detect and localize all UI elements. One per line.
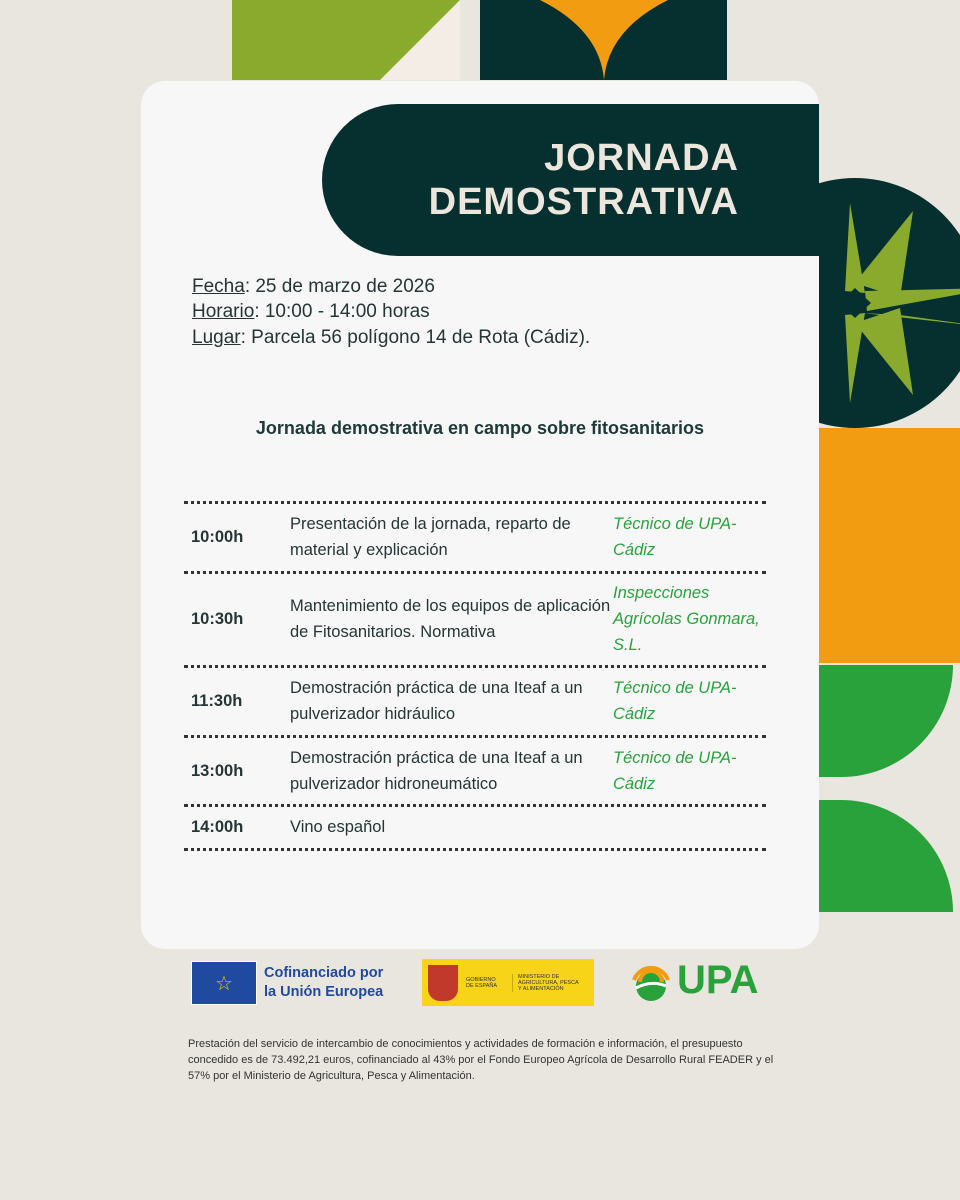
info-label: Fecha [192,276,245,297]
divider [184,848,766,851]
description: Demostración práctica de una Iteaf a un pulverizador hidráulico [290,679,583,723]
info-value: : Parcela 56 polígono 14 de Rota (Cádiz). [240,327,591,348]
title-banner [322,104,819,256]
ministry-label: MINISTERIO DE AGRICULTURA, PESCA Y ALIMENTACIÓN [512,974,582,992]
schedule-row [184,504,766,570]
speaker: Técnico de UPA-Cádiz [613,515,737,559]
schedule-row [184,574,766,664]
schedule-row [184,738,766,804]
deco-olive-block [232,0,380,80]
eu-cofinance-label: Cofinanciado por la Unión Europea [264,965,384,1000]
title-line-1: JORNADA [544,137,739,179]
description: Demostración práctica de una Iteaf a un pulverizador hidroneumático [290,749,583,793]
description: Presentación de la jornada, reparto de material y explicación [290,515,571,559]
deco-flower-circle [819,178,960,428]
deco-green-half-2 [819,800,953,912]
deco-triangle [380,0,460,80]
schedule-row [184,807,766,847]
info-value: : 10:00 - 14:00 horas [254,301,430,322]
time: 10:00h [191,528,244,546]
coat-of-arms-icon [428,965,458,1001]
schedule-row [184,668,766,734]
subtitle: Jornada demostrativa en campo sobre fitosanitarios [255,418,705,438]
info-date [192,276,435,298]
info-place [192,327,590,349]
gov-label: GOBIERNO DE ESPAÑA [466,976,498,989]
time: 11:30h [191,692,243,710]
time: 13:00h [191,762,244,780]
info-time [192,301,430,323]
deco-green-half-1 [819,665,953,777]
upa-logo-text: UPA [677,958,759,1002]
info-label: Lugar [192,327,241,348]
description: Vino español [290,818,386,836]
funding-footnote: Prestación del servicio de intercambio de conocimientos y actividades de formación e información, el presupuesto concedido es de 73.492,21 euros, cofinanciado al 43% por el Fondo Europeo Agrícola de Desarrollo Rural FEADER y el 57% por el Ministerio de Agricultura, Pesca y Alimentación. [188,1038,774,1082]
deco-dark-orange [480,0,727,80]
time: 10:30h [191,610,244,628]
info-label: Horario [192,301,255,322]
time: 14:00h [191,818,244,836]
eu-flag-logo: ☆ [191,961,257,1005]
gov-spain-logo [422,959,594,1006]
description: Mantenimiento de los equipos de aplicación de Fitosanitarios. Normativa [290,597,611,641]
speaker: Inspecciones Agrícolas Gonmara, S.L. [613,584,760,654]
upa-sun-icon [630,962,672,1002]
info-value: : 25 de marzo de 2026 [244,276,435,297]
speaker: Técnico de UPA-Cádiz [613,679,737,723]
deco-orange-block [819,428,960,663]
speaker: Técnico de UPA-Cádiz [613,749,737,793]
title-line-2: DEMOSTRATIVA [428,181,739,223]
